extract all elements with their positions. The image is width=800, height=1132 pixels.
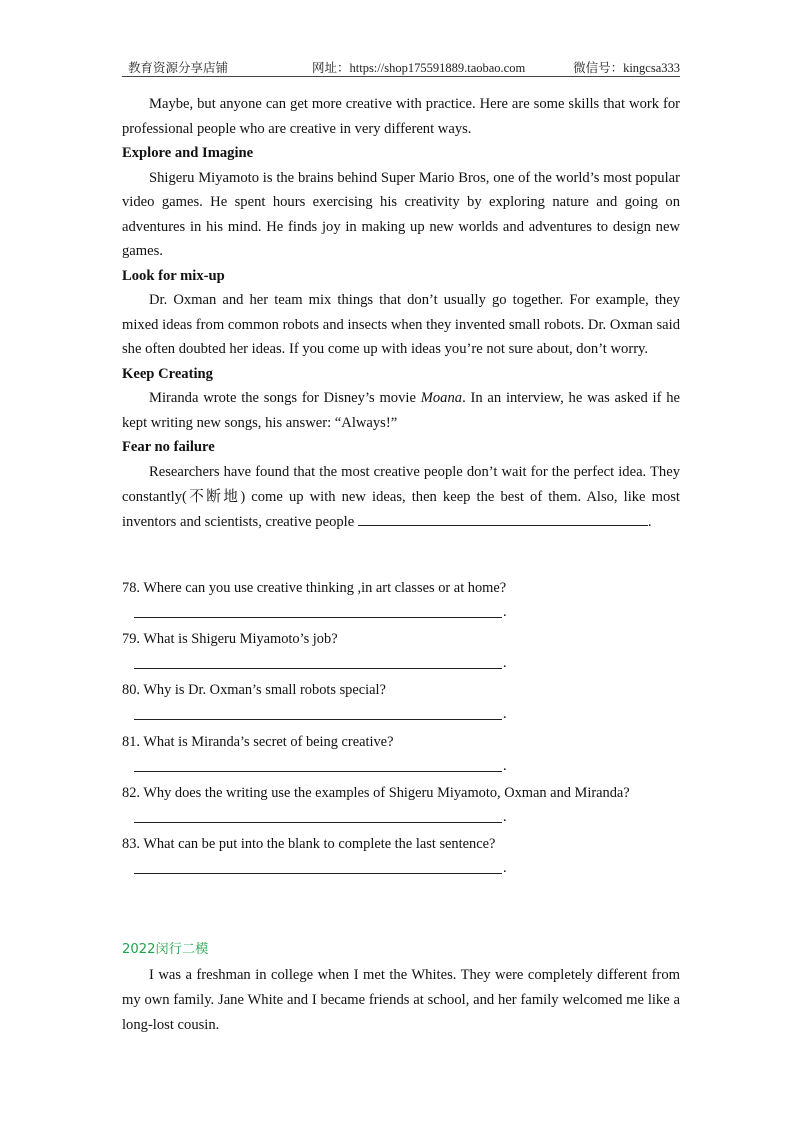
question-82 — [122, 783, 680, 834]
answer-line[interactable] — [134, 719, 502, 720]
next-passage-text: I was a freshman in college when I met the Whites. They were completely different from my own family. Jane White and I became friends at school, and her family welcomed me like a long-lost cousin. — [122, 967, 680, 1033]
keep-creating-text-b: . In an interview, he was asked if he kept writing new songs, his answer: “Always!” — [122, 390, 680, 431]
section-text-keep-creating — [122, 386, 680, 435]
answer-period: . — [503, 757, 507, 774]
reading-passage — [122, 92, 680, 535]
question-78 — [122, 578, 680, 629]
section-heading-explore: Explore and Imagine — [122, 145, 254, 161]
section-text-explore: Shigeru Miyamoto is the brains behind Super Mario Bros, one of the world’s most popular video games. He spent hours exercising his creativity by exploring nature and going on adventures in his mind. He finds joy in making up new worlds and adventures to design new games. — [122, 169, 680, 259]
passage-intro: Maybe, but anyone can get more creative with practice. Here are some skills that work for professional people who are creative in very different ways. — [122, 96, 680, 137]
question-text: 79. What is Shigeru Miyamoto’s job? — [122, 631, 338, 648]
question-text: 80. Why is Dr. Oxman’s small robots special? — [122, 682, 386, 699]
answer-line[interactable] — [134, 668, 502, 669]
question-text: 82. Why does the writing use the examples of Shigeru Miyamoto, Oxman and Miranda? — [122, 784, 630, 801]
question-79 — [122, 629, 680, 680]
question-83 — [122, 834, 680, 885]
question-text: 78. Where can you use creative thinking ,in art classes or at home? — [122, 580, 507, 596]
section-heading-mixup: Look for mix-up — [122, 267, 225, 284]
next-passage — [122, 938, 680, 1038]
answer-period: . — [503, 859, 507, 876]
header-url: 网址：https://shop175591889.taobao.com — [312, 61, 526, 75]
section-text-mixup: Dr. Oxman and her team mix things that don’t usually go together. For example, they mixed ideas from common robots and insects when they invented small robots. Dr. Oxman said she often doubted her ideas. If you come up with ideas you’re not sure about, don’t worry. — [122, 292, 680, 357]
header-wechat: 微信号：kingcsa333 — [573, 61, 680, 75]
movie-title: Moana — [420, 390, 463, 406]
answer-period: . — [503, 655, 507, 672]
section-heading-keep-creating: Keep Creating — [122, 365, 213, 382]
passage-blank[interactable] — [358, 511, 648, 526]
answer-line[interactable] — [134, 822, 502, 823]
answer-period: . — [503, 808, 507, 825]
section-title: 2022闵行二模 — [122, 942, 209, 957]
section-heading-fear: Fear no failure — [122, 439, 215, 455]
answer-line[interactable] — [134, 873, 502, 874]
keep-creating-text-a: Miranda wrote the songs for Disney’s movie — [149, 390, 421, 406]
question-80 — [122, 680, 680, 731]
answer-line[interactable] — [134, 771, 502, 772]
question-text: 81. What is Miranda’s secret of being creative? — [122, 733, 394, 750]
question-text: 83. What can be put into the blank to complete the last sentence? — [122, 835, 496, 852]
header-shop-name: 教育资源分享店铺 — [128, 61, 229, 75]
question-81 — [122, 732, 680, 783]
question-list — [122, 578, 680, 885]
fear-text: Researchers have found that the most creative people don’t wait for the perfect idea. They constantly(不断地) come up with new ideas, then keep the best of them. Also, like most inventors and scientists, creative people — [122, 463, 680, 530]
page-header — [122, 56, 680, 77]
answer-period: . — [503, 604, 507, 620]
answer-line[interactable] — [134, 617, 502, 618]
section-text-fear — [122, 460, 680, 535]
answer-period: . — [503, 706, 507, 723]
fear-end: . — [647, 513, 652, 530]
